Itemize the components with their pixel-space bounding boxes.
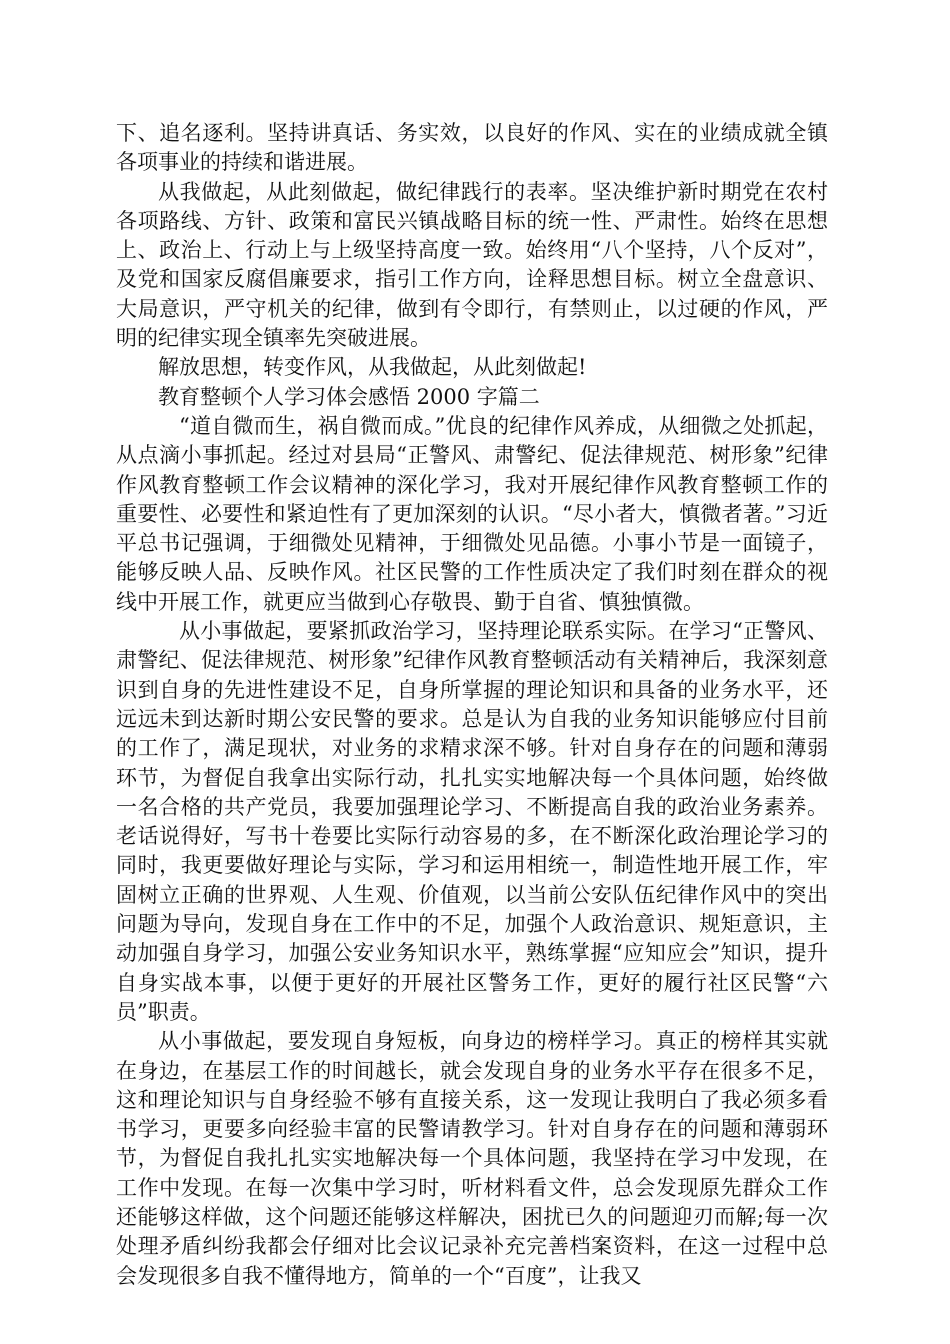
paragraph-closing: 解放思想，转变作风，从我做起，从此刻做起! xyxy=(158,355,587,380)
paragraph-political-study: 从小事做起，要紧抓政治学习，坚持理论联系实际。在学习“正警风、肃警纪、促法律规范、树形象”纪律作风教育整顿活动有关精神后，我深刻意识到自身的先进性建设不足，自身所掌握的理论知识和具备的业务水平，还远远未到达新时期公安民警的要求。总是认为自我的业务知识能够应付目前的工作了，满足现状，对业务的求精求深不够。针对自身存在的问题和薄弱环节，为督促自我拿出实际行动，扎扎实实地解决每一个具体问题，始终做一名合格的共产党员，我要加强理论学习、不断提高自我的政治业务素养。老话说得好，写书十卷要比实际行动容易的多，在不断深化政治理论学习的同时，我更要做好理论与实际，学习和运用相统一，制造性地开展工作，牢固树立正确的世界观、人生观、价值观，以当前公安队伍纪律作风中的突出问题为导向，发现自身在工作中的不足，加强个人政治意识、规矩意识，主动加强自身学习，加强公安业务知识水平，熟练掌握“应知应会”知识，提升自身实战本事，以便于更好的开展社区警务工作，更好的履行社区民警“六员”职责。 xyxy=(116,619,828,1024)
paragraph-shortcomings: 从小事做起，要发现自身短板，向身边的榜样学习。真正的榜样其实就在身边，在基层工作的时间越长，就会发现自身的业务水平存在很多不足，这和理论知识与自身经验不够有直接关系，这一发现让我明白了我必须多看书学习，更要多向经验丰富的民警请教学习。针对自身存在的问题和薄弱环节，为督促自我扎扎实实地解决每一个具体问题，我坚持在学习中发现，在工作中发现。在每一次集中学习时，听材料看文件，总会发现原先群众工作还能够这样做，这个问题还能够这样解决，困扰已久的问题迎刃而解;每一次处理矛盾纠纷我都会仔细对比会议记录补充完善档案资料，在这一过程中总会发现很多自我不懂得地方，简单的一个“百度”，让我又 xyxy=(116,1029,828,1288)
paragraph-discipline: 从我做起，从此刻做起，做纪律践行的表率。坚决维护新时期党在农村各项路线、方针、政策和富民兴镇战略目标的统一性、严肃性。始终在思想上、政治上、行动上与上级坚持高度一致。始终用“八个坚持，八个反对”，及党和国家反腐倡廉要求，指引工作方向，诠释思想目标。树立全盘意识、大局意识，严守机关的纪律，做到有令即行，有禁则止，以过硬的作风，严明的纪律实现全镇率先突破进展。 xyxy=(116,179,828,351)
section-heading: 教育整顿个人学习体会感悟 2000 字篇二 xyxy=(158,384,540,409)
paragraph-intro: “道自微而生，祸自微而成。”优良的纪律作风养成，从细微之处抓起，从点滴小事抓起。经过对县局“正警风、肃警纪、促法律规范、树形象”纪律作风教育整顿工作会议精神的深化学习，我对开展纪律作风教育整顿工作的重要性、必要性和紧迫性有了更加深刻的认识。“尽小者大，慎微者著。”习近平总书记强调，于细微处见精神，于细微处见品德。小事小节是一面镜子，能够反映人品、反映作风。社区民警的工作性质决定了我们时刻在群众的视线中开展工作，就更应当做到心存敬畏、勤于自省、慎独慎微。 xyxy=(116,413,828,614)
document-page xyxy=(116,119,828,1291)
paragraph-continuation: 下、追名逐利。坚持讲真话、务实效，以良好的作风、实在的业绩成就全镇各项事业的持续和谐进展。 xyxy=(116,121,828,175)
